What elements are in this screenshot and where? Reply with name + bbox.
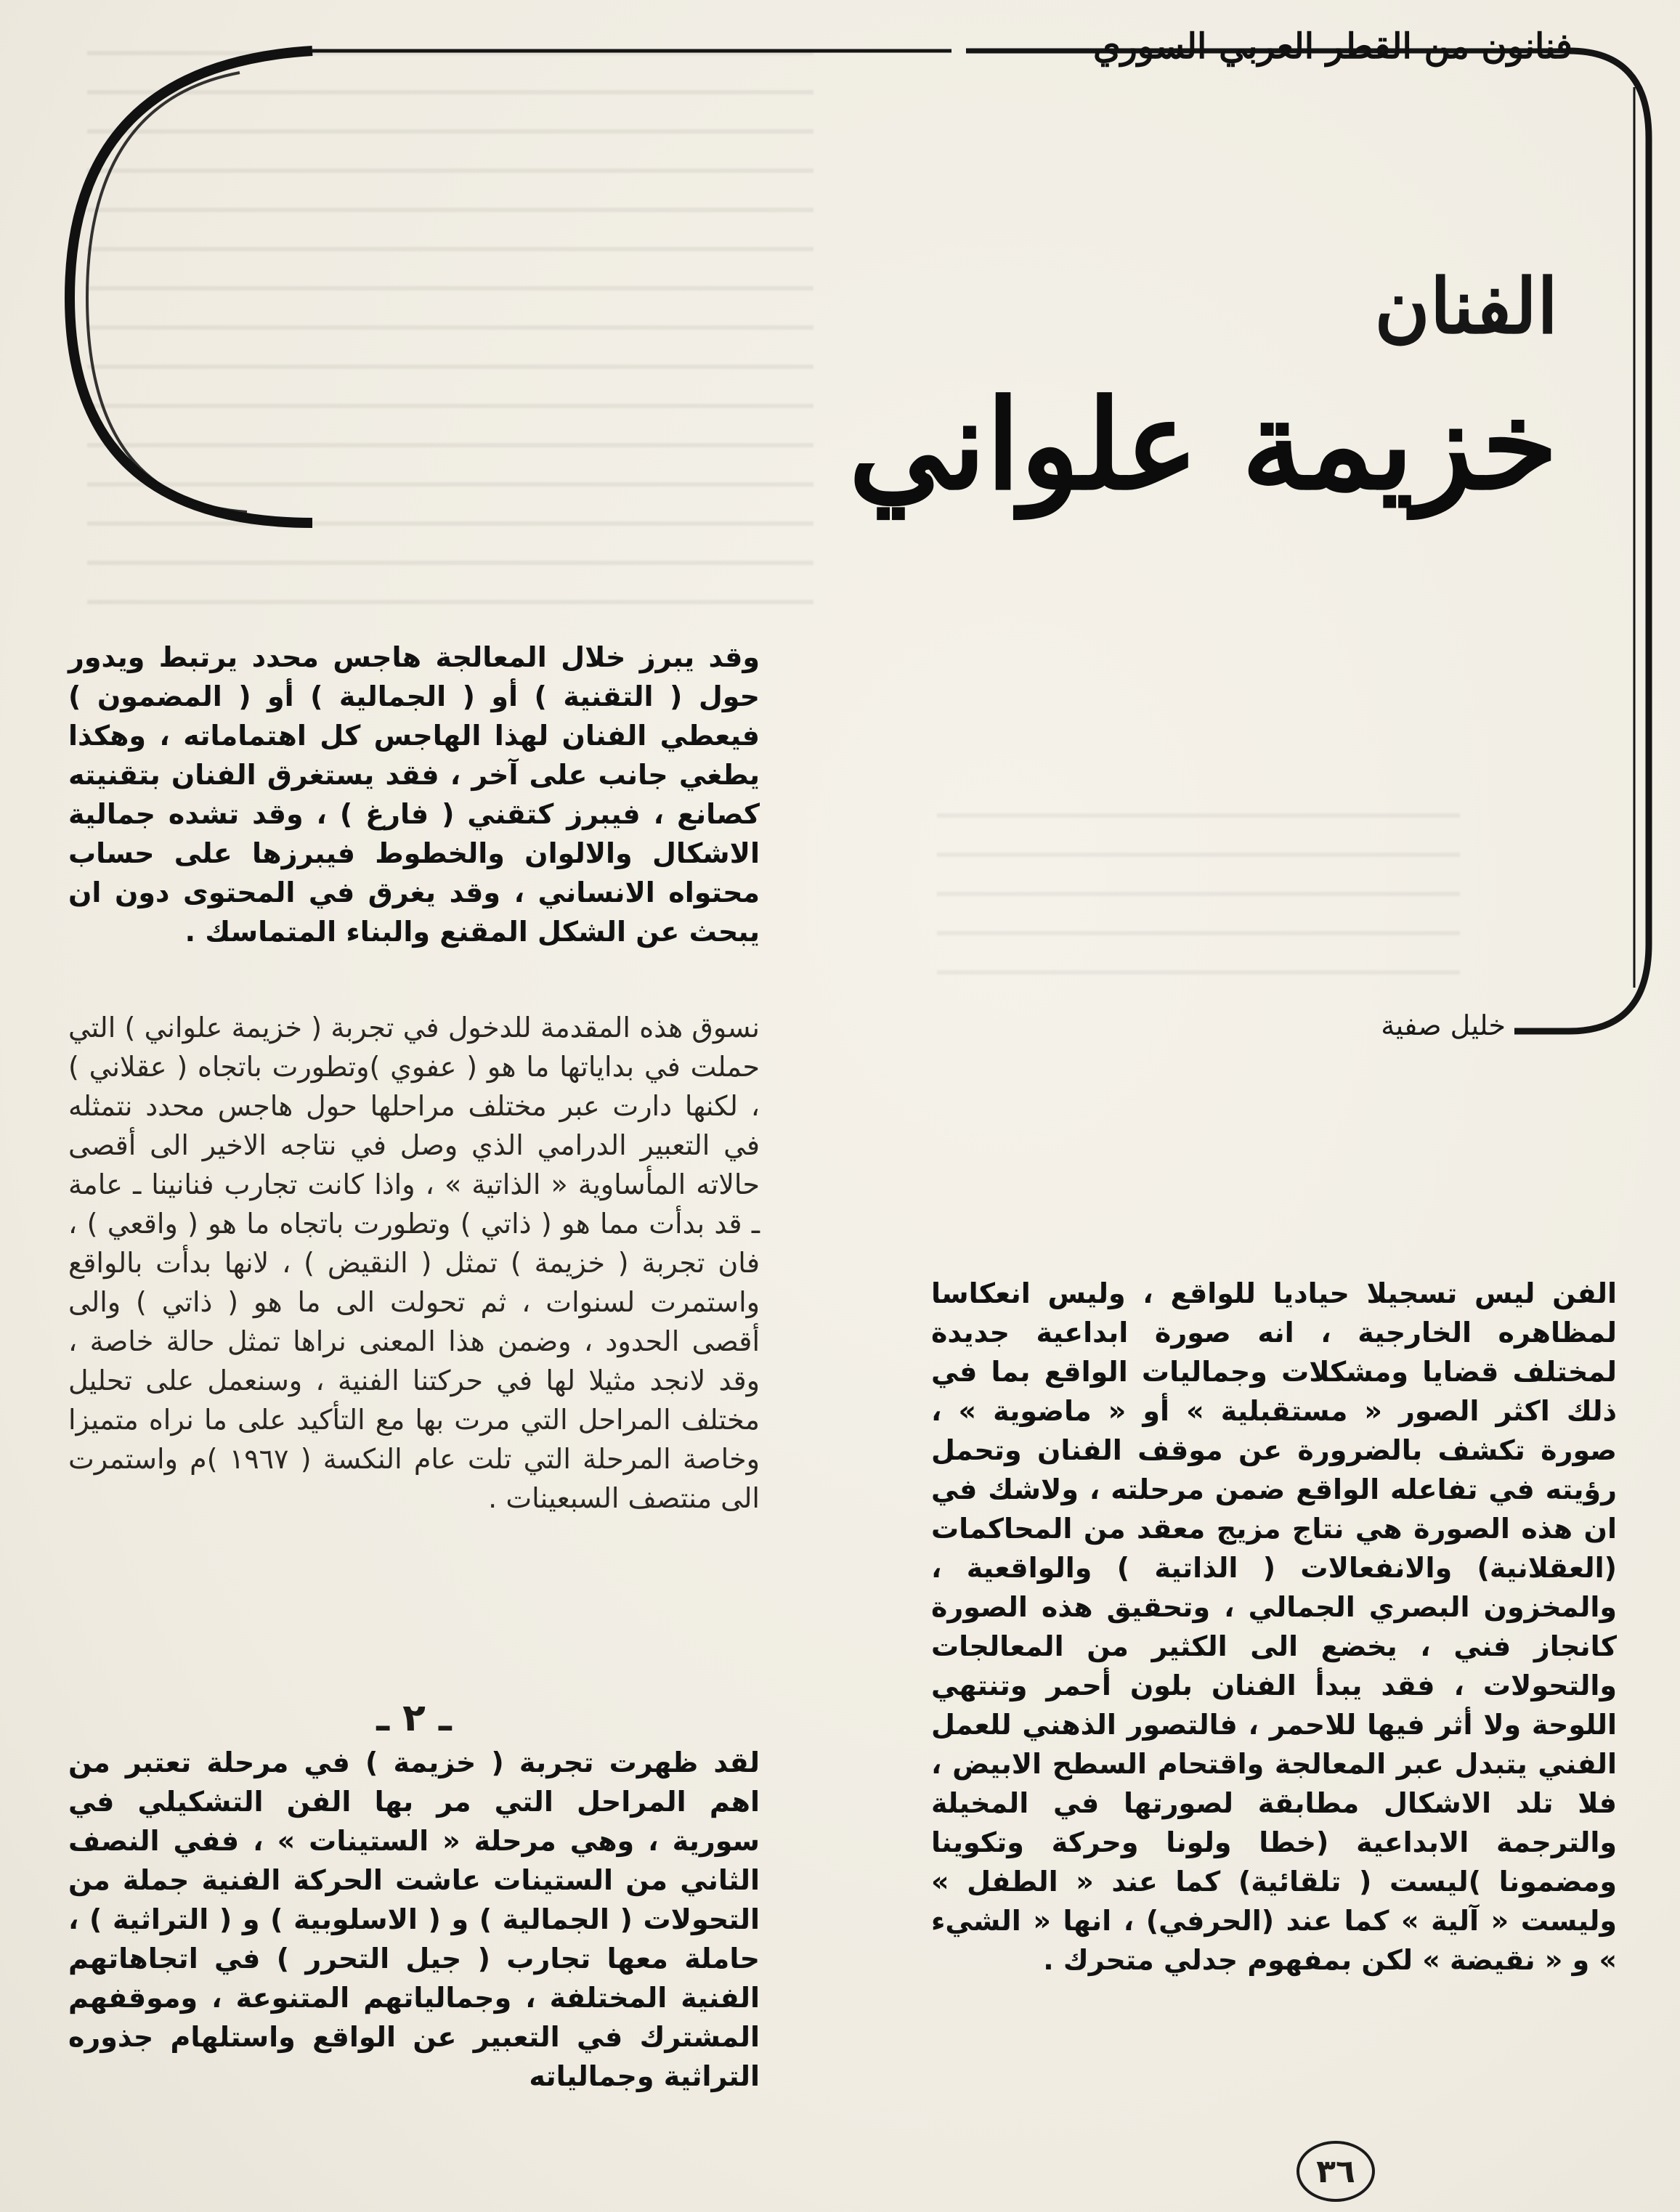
title-label: الفنان [1374, 261, 1558, 351]
section-number: ـ ٢ ـ [376, 1696, 452, 1740]
right-column [931, 1274, 1617, 2080]
right-paragraph: الفن ليس تسجيلا حياديا للواقع ، وليس انعكاسا لمظاهره الخارجية ، انه صورة ابداعية جديدة لمختلف قضايا ومشكلات وجماليات الواقع بما في ذلك اكثر الصور « مستقبلية » أو « ماضوية » ، صورة تكشف بالضرورة عن موقف الفنان وتحمل رؤيته في تفاعله الواقع ضمن مرحلته ، ولاشك في ان هذه الصورة هي نتاج مزيج معقد من المحاكمات (العقلانية) والانفعالات ( الذاتية ) والواقعية ، والمخزون البصري الجمالي ، وتحقيق هذه الصورة كانجاز فني ، يخضع الى الكثير من المعالجات والتحولات ، فقد يبدأ الفنان بلون أحمر وتنتهي اللوحة ولا أثر فيها للاحمر ، فالتصور الذهني للعمل الفني يتبدل عبر المعالجة واقتحام السطح الابيض ، فلا تلد الاشكال مطابقة لصورتها في المخيلة والترجمة الابداعية (خطا ولونا وحركة وتكوينا ومضمونا )ليست ( تلقائية) كما عند « الطفل » وليست « آلية » كما عند (الحرفي) ، انها « الشيء » و « نقيضة » لكن بمفهوم جدلي متحرك . [931, 1277, 1617, 1976]
page-number: ٣٦ [1296, 2141, 1375, 2202]
left-column-intro [68, 638, 760, 988]
body-paragraph: نسوق هذه المقدمة للدخول في تجربة ( خزيمة علواني ) التي حملت في بداياتها ما هو ( عفوي )وتطورت باتجاه ( عقلاني ) ، لكنها دارت عبر مختلف مراحلها حول هاجس محدد نتمثله في التعبير الدرامي الذي وصل في نتاجه الاخير الى أقصى حالاته المأساوية « الذاتية » ، واذا كانت تجارب فنانينا ـ عامة ـ قد بدأت مما هو ( ذاتي ) وتطورت باتجاه ما هو ( واقعي ) ، فان تجربة ( خزيمة ) تمثل ( النقيض ) ، لانها بدأت بالواقع واستمرت لسنوات ، ثم تحولت الى ما هو ( ذاتي ) والى أقصى الحدود ، وضمن هذا المعنى نراها تمثل حالة خاصة ، وقد لانجد مثيلا لها في حركتنا الفنية ، وسنعمل على تحليل مختلف المراحل التي مرت بها مع التأكيد على ما نراه متميزا وخاصة المرحلة التي تلت عام النكسة ( ١٩٦٧ )م واستمرت الى منتصف السبعينات . [68, 1012, 760, 1514]
right-bracket [1514, 51, 1649, 1031]
left-column-section [68, 1743, 760, 2135]
artist-name-title: خزيمة علواني [848, 373, 1558, 518]
section-paragraph: لقد ظهرت تجربة ( خزيمة ) في مرحلة تعتبر من اهم المراحل التي مر بها الفن التشكيلي في سورية ، وهي مرحلة « الستينات » ، ففي النصف الثاني من الستينات عاشت الحركة الفنية جملة من التحولات ( الجمالية ) و ( الاسلوبية ) و ( التراثية ) ، حاملة معها تجارب ( جيل التحرر ) في اتجاهاتهم الفنية المختلفة ، وجمالياتهم المتنوعة ، وموقفهم المشترك في التعبير عن الواقع واستلهام جذوره التراثية وجمالياته [68, 1747, 760, 2092]
intro-paragraph: وقد يبرز خلال المعالجة هاجس محدد يرتبط ويدور حول ( التقنية ) أو ( الجمالية ) أو ( المضمون ) فيعطي الفنان لهذا الهاجس كل اهتماماته ، وهكذا يطغي جانب على آخر ، فقد يستغرق الفنان بتقنيته كصانع ، فيبرز كتقني ( فارغ ) ، وقد تشده جمالية الاشكال والالوان والخطوط فيبرزها على حساب محتواه الانساني ، وقد يغرق في المحتوى دون ان يبحث عن الشكل المقنع والبناء المتماسك . [68, 641, 760, 948]
author-byline: خليل صفية [1381, 1009, 1506, 1041]
section-header: فنانون من القطر العربي السوري [1093, 26, 1573, 67]
left-column-body [68, 1008, 760, 1692]
left-arc [70, 51, 312, 523]
